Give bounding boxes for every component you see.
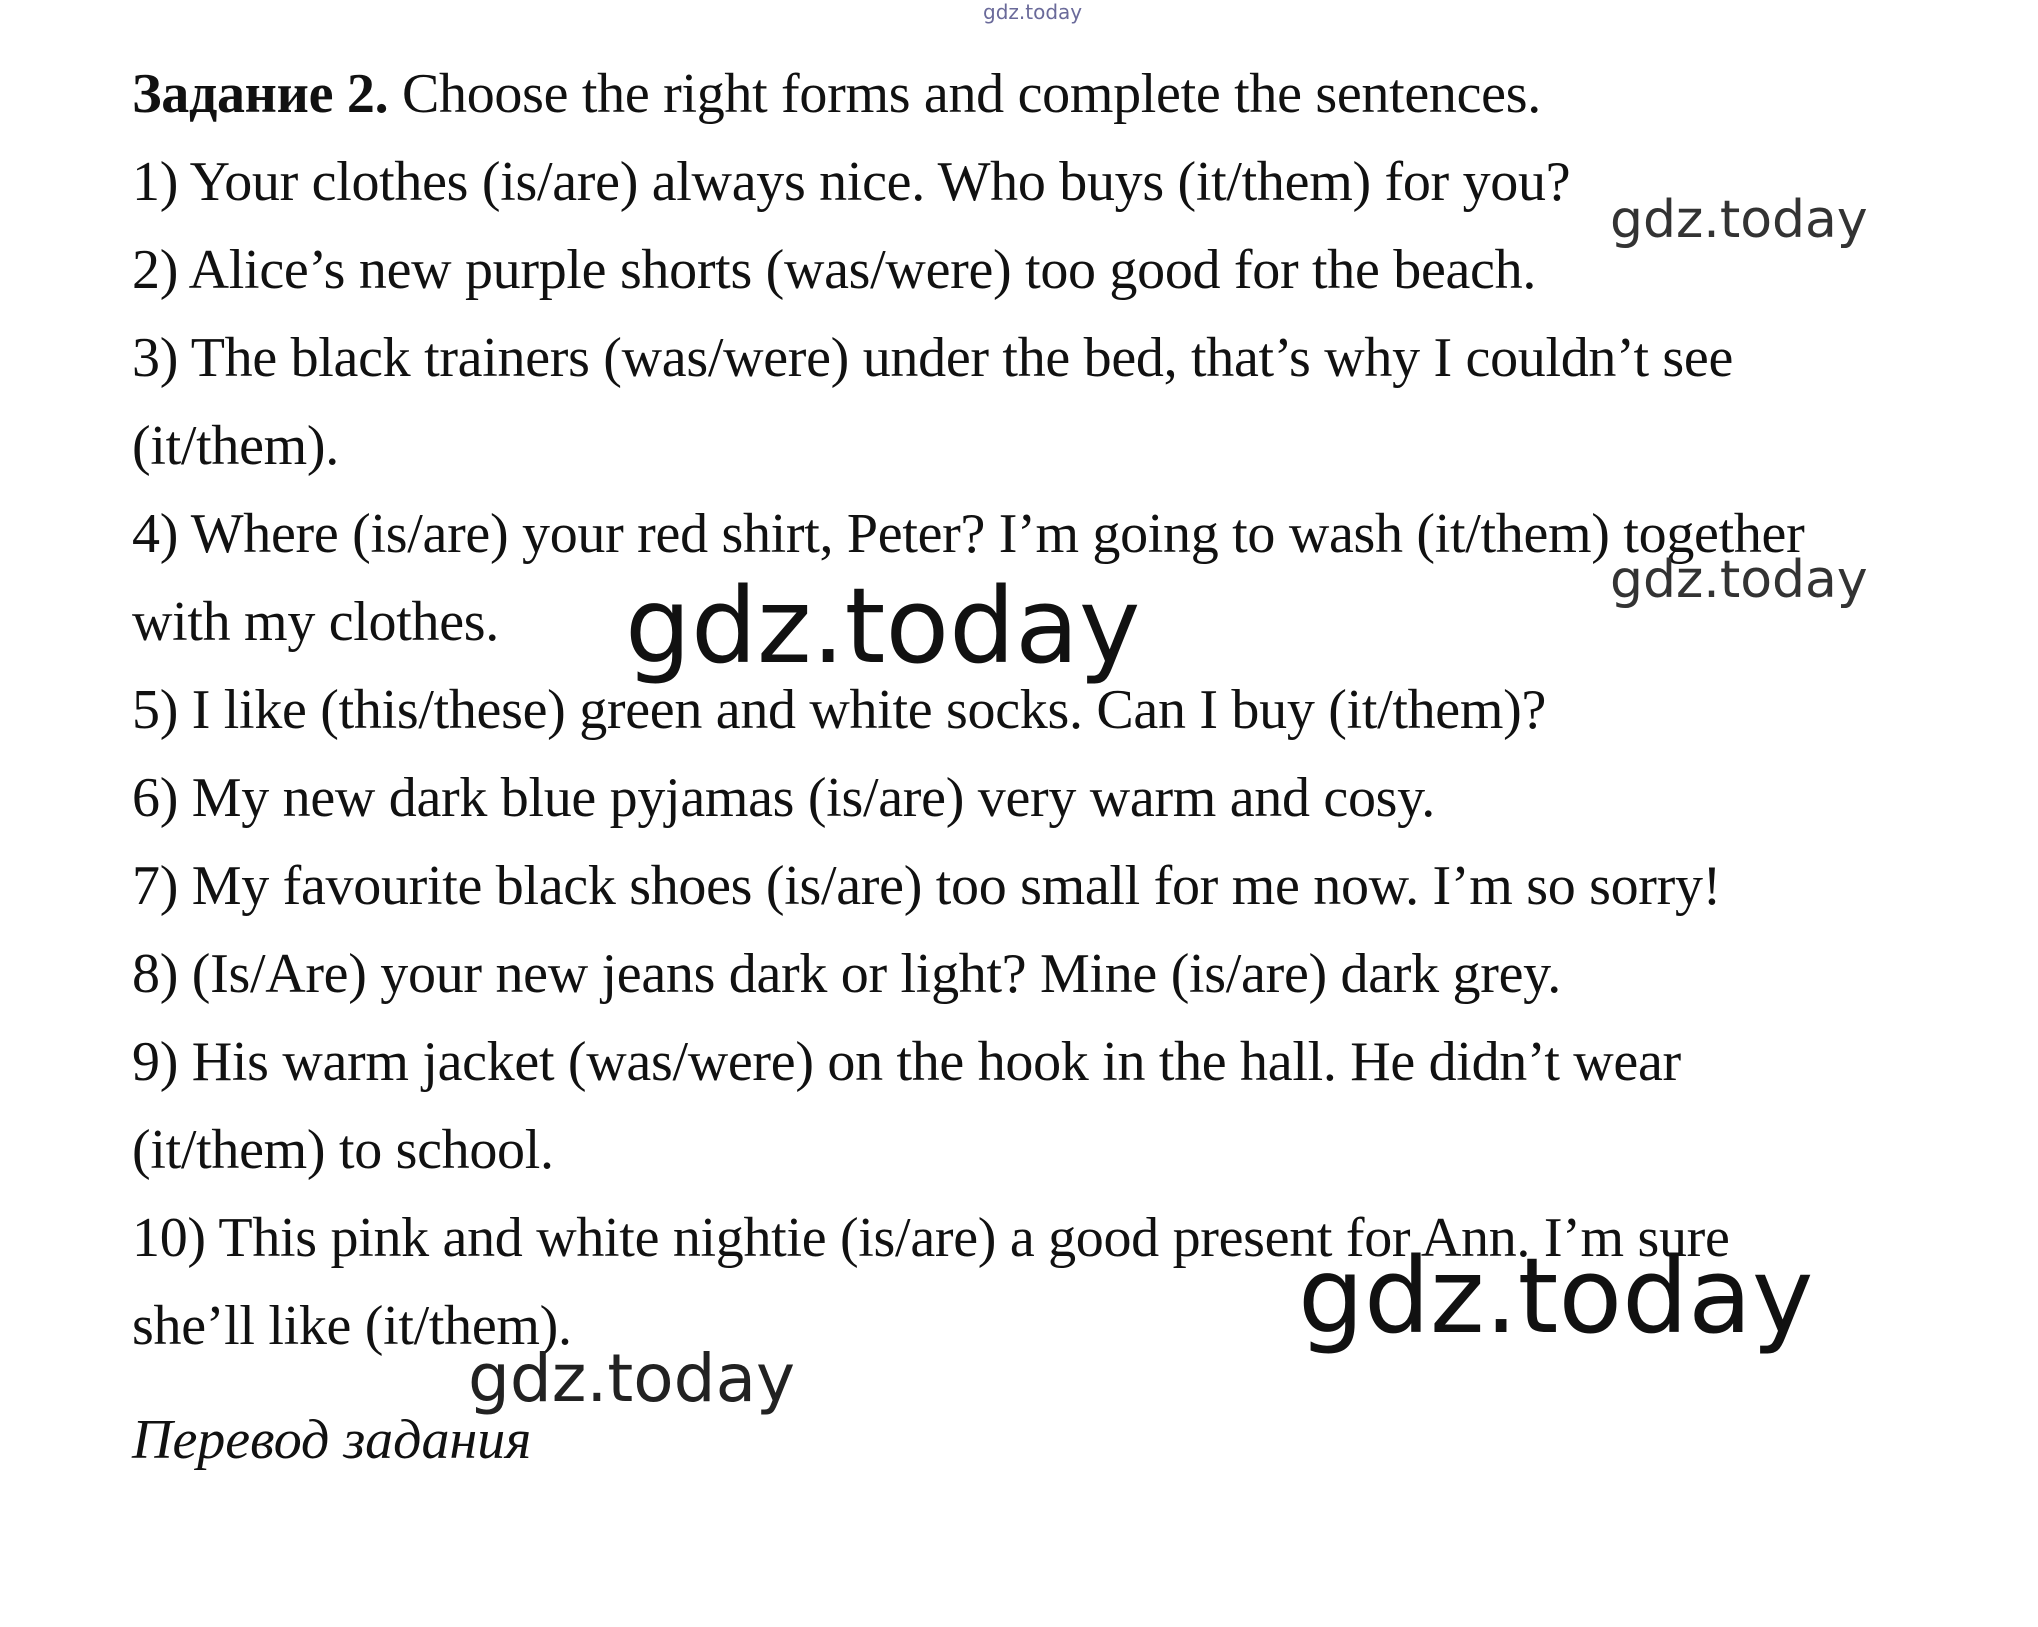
sentence-line: 4) Where (is/are) your red shirt, Peter? I’m going to wash (it/them) together [132, 503, 1805, 565]
task-instruction: Choose the right forms and complete the sentences. [388, 63, 1541, 125]
watermark: gdz.today [625, 565, 1141, 687]
sentence-line: 1) Your clothes (is/are) always nice. Who buys (it/them) for you? [132, 151, 1571, 213]
task-label: Задание 2. [132, 63, 389, 125]
sentence-line: 6) My new dark blue pyjamas (is/are) very warm and cosy. [132, 767, 1435, 829]
sentence-line: 7) My favourite black shoes (is/are) too small for me now. I’m so sorry! [132, 855, 1722, 917]
sentence-line: (it/them) to school. [132, 1119, 554, 1181]
watermark: gdz.today [1298, 1235, 1814, 1357]
watermark-top: gdz.today [983, 0, 1083, 24]
sentence-line: 10) This pink and white nightie (is/are) a good present for Ann. I’m sure [132, 1207, 1730, 1269]
sentence-line: with my clothes. [132, 591, 499, 653]
sentence-line: 3) The black trainers (was/were) under the bed, that’s why I couldn’t see [132, 327, 1734, 389]
sentence-line: (it/them). [132, 415, 339, 477]
watermark: gdz.today [468, 1340, 796, 1417]
sentence-line: 2) Alice’s new purple shorts (was/were) too good for the beach. [132, 239, 1537, 301]
sentence-line: 9) His warm jacket (was/were) on the hook in the hall. He didn’t wear [132, 1031, 1681, 1093]
watermark: gdz.today [1610, 550, 1868, 610]
watermark: gdz.today [1610, 190, 1868, 250]
task-heading [132, 50, 1982, 138]
sentence-line: 8) (Is/Are) your new jeans dark or light? Mine (is/are) dark grey. [132, 943, 1561, 1005]
sentence-line: she’ll like (it/them). [132, 1295, 572, 1357]
translation-label: Перевод задания [132, 1409, 532, 1471]
sentence-line: 5) I like (this/these) green and white socks. Can I buy (it/them)? [132, 679, 1547, 741]
